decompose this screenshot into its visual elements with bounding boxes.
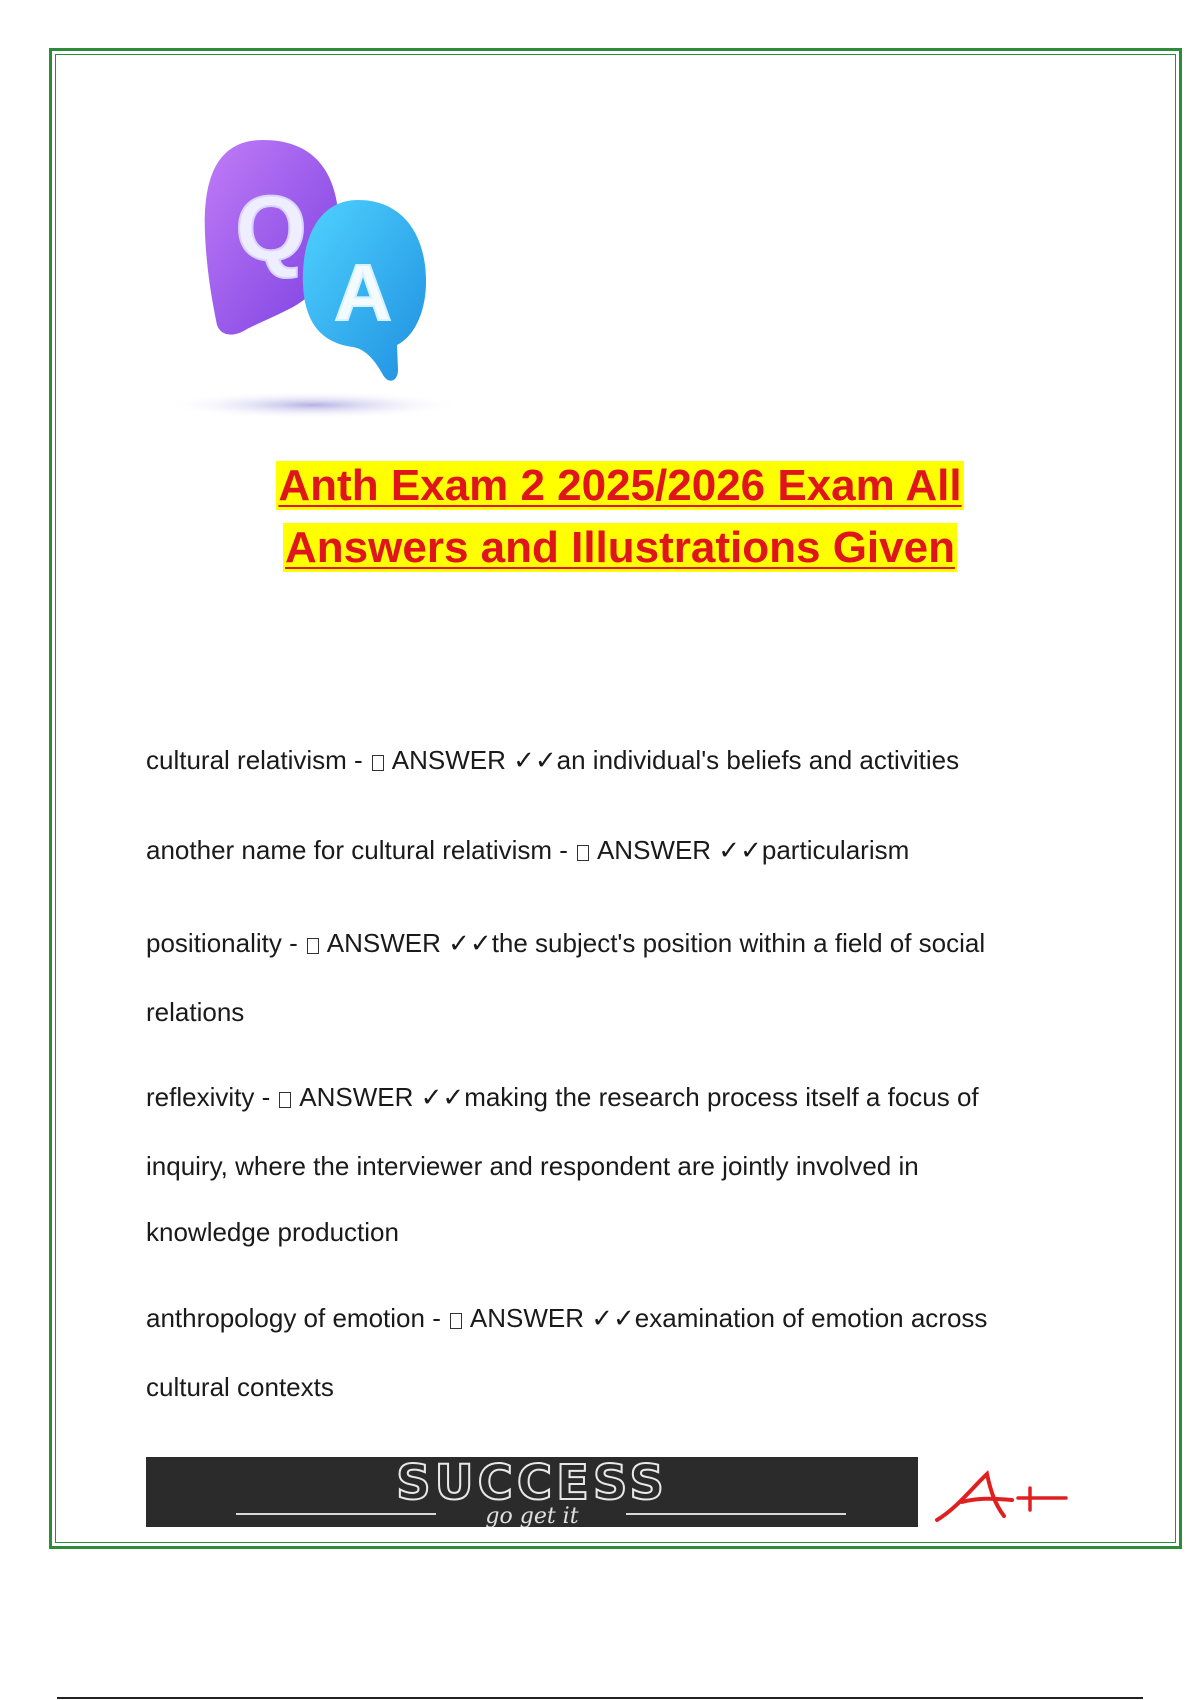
svg-text:go get it: go get it xyxy=(485,1504,579,1527)
answer-bubble-icon xyxy=(303,200,426,381)
success-banner-image xyxy=(146,1457,918,1527)
qa-entry xyxy=(146,724,1066,796)
title-line-2: Answers and Illustrations Given xyxy=(285,523,955,572)
qa-term: positionality - xyxy=(146,928,305,958)
qa-answer-continued: inquiry, where the interviewer and respondent are jointly involved in xyxy=(146,1151,919,1181)
qa-entry xyxy=(146,814,1066,886)
title-line-1: Anth Exam 2 2025/2026 Exam All xyxy=(278,461,962,510)
answer-marker: ANSWER ✓✓ xyxy=(469,1303,635,1333)
qa-answer: making the research process itself a focus of xyxy=(464,1082,979,1112)
answer-marker: ANSWER ✓✓ xyxy=(391,745,557,775)
qa-answer: particularism xyxy=(761,835,910,865)
page-bottom-rule xyxy=(57,1697,1143,1699)
qa-term: cultural relativism - xyxy=(146,745,370,775)
missing-glyph-icon xyxy=(279,1092,291,1108)
document-title xyxy=(0,455,1200,579)
answer-marker: ANSWER ✓✓ xyxy=(596,835,762,865)
qa-answer-continued: relations xyxy=(146,997,245,1027)
qa-term: anthropology of emotion - xyxy=(146,1303,449,1333)
qa-logo-icon xyxy=(143,75,483,455)
missing-glyph-icon xyxy=(307,938,319,954)
qa-answer-continued: knowledge production xyxy=(146,1217,399,1247)
qa-term: reflexivity - xyxy=(146,1082,278,1112)
missing-glyph-icon xyxy=(577,845,589,861)
qa-answer: an individual's beliefs and activities xyxy=(556,745,960,775)
qa-entry xyxy=(146,907,1066,1045)
answer-marker: ANSWER ✓✓ xyxy=(299,1082,465,1112)
qa-answer-continued: cultural contexts xyxy=(146,1372,334,1402)
grade-text: A+ xyxy=(932,1468,934,1469)
missing-glyph-icon xyxy=(372,755,384,771)
qa-entry xyxy=(146,1061,1066,1265)
qa-answer: the subject's position within a field of social xyxy=(491,928,986,958)
missing-glyph-icon xyxy=(450,1313,462,1329)
svg-text:A: A xyxy=(334,248,392,337)
qa-entry xyxy=(146,1282,1066,1420)
svg-text:Q: Q xyxy=(235,178,307,280)
answer-marker: ANSWER ✓✓ xyxy=(326,928,492,958)
svg-text:SUCCESS: SUCCESS xyxy=(396,1457,668,1511)
qa-answer: examination of emotion across xyxy=(634,1303,988,1333)
grade-a-plus-icon xyxy=(932,1468,1072,1528)
qa-term: another name for cultural relativism - xyxy=(146,835,576,865)
